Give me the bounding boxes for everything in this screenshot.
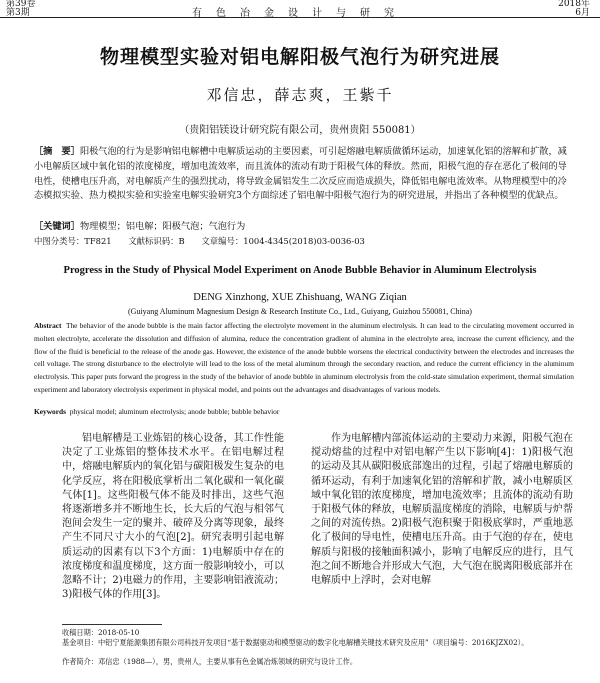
document-code: 文献标识码：B xyxy=(128,236,185,246)
abstract-en-label: Abstract xyxy=(34,321,62,330)
footnote-received: 收稿日期：2018-05-10 xyxy=(62,628,140,637)
authors-en: DENG Xinzhong, XUE Zhishuang, WANG Ziqian xyxy=(193,292,407,303)
abstract-cn-label: ［摘 要］ xyxy=(34,146,80,157)
abstract-en-text: The behavior of the anode bubble is the main factor affecting the electrolyte movement in the aluminum electrolysis. It can lead to the circulating movement occurred in molten electrolyte, accelerate the dissolution and diffusion of alumina, reduce the concentration gradient of alumina in the electrolyte area, increase the current efficiency, and the flow of the fluid is beneficial to the release of the anode gas. However, the existence of the anode bubble worsens the electrical conductivity between the electrodes and increases the cell voltage. The strong disturbance to the electrolyte will lead to the loss of the metal aluminum through the secondary reaction, and reduce the current efficiency in the aluminum electrolysis. This paper puts forward the progress in the study of the behavior of anode bubble in aluminum electrolysis from the cold-state simulation experiment, thermal simulation experiment and laboratory electrolysis experiment in physical model, and points out the advantages and disadvantages of various models. xyxy=(34,321,574,394)
authors-cn: 邓信忠，薛志爽，王紫千 xyxy=(206,86,394,104)
affiliation-cn: （贵阳铝镁设计研究院有限公司，贵州贵阳 550081） xyxy=(179,125,421,136)
classification-line xyxy=(34,235,574,247)
body-column-right: 作为电解槽内部流体运动的主要动力来源，阳极气泡在搅动熔盐的过程中对铝电解产生以下影响[4]：1)阳极气泡的运动及其从碳阳极底部逸出的过程，引起了熔融电解质的循环运动，有利于加速氧化铝的溶解和扩散，减小电解质区域中氧化铝的浓度梯度，增加电流效率；且流体的流动有助于阳极气体的释放，电解质温度梯度的消除，电解质与炉帮之间的对流传热。2)阳极气泡积聚于阳极底掌时，严重地恶化了极间的导电性，使槽电压升高。由于气泡的存在，使电解质与阳极的接触面积减小，影响了电解反应的进行，且气泡之间不断地合并形成大气泡，大气泡在脱离阳极底部并在电解质中上浮时，会对电解 xyxy=(311,433,573,587)
footnote-divider xyxy=(62,624,162,625)
keywords-en xyxy=(34,407,574,416)
abstract-en xyxy=(34,320,574,397)
header-volume-issue: 第39卷 第3期 xyxy=(6,0,36,18)
keywords-en-text: physical model; aluminum electrolysis; anode bubble; bubble behavior xyxy=(69,407,280,416)
keywords-en-label: Keywords xyxy=(34,407,67,416)
keywords-cn-label: ［关键词］ xyxy=(34,221,80,232)
clc-number: 中图分类号：TF821 xyxy=(34,236,112,246)
keywords-cn-text: 物理模型；铝电解；阳极气泡；气泡行为 xyxy=(79,221,246,232)
footnote-fund: 基金项目：中铝宁夏能源集团有限公司科技开发项目“基于数据驱动和模型驱动的数字化电解槽关键技术研究及应用”（项目编号：2016KJZX02）。 xyxy=(62,638,529,647)
title-cn: 物理模型实验对铝电解阳极气泡行为研究进展 xyxy=(99,46,500,68)
keywords-cn xyxy=(34,220,574,234)
abstract-cn xyxy=(34,145,574,204)
page-header xyxy=(0,0,600,18)
header-journal-name: 有色冶金设计与研究 xyxy=(192,8,408,19)
article-number: 文章编号：1004-4345(2018)03-0036-03 xyxy=(201,236,365,246)
title-en: Progress in the Study of Physical Model Experiment on Anode Bubble Behavior in Aluminum Electrolysis xyxy=(63,265,537,276)
header-date: 2018年 6月 xyxy=(558,0,590,18)
affiliation-en: (Guiyang Aluminum Magnesium Design & Research Institute Co., Ltd., Guiyang, Guizhou 550081, China) xyxy=(128,307,472,316)
body-column-left: 铝电解槽是工业炼铝的核心设备，其工作性能决定了工业炼铝的整体技术水平。在铝电解过程中，熔融电解质内的氧化铝与碳阳极发生复杂的电化学反应，将在阳极底掌析出二氧化碳和一氧化碳气体[1]。这些阳极气体不能及时排出，这些气泡将逐渐增多并不断地生长，长大后的气泡与相邻气泡间会发生一定的聚并、破碎及分离等现象，最终产生不同尺寸大小的气泡[2]。研究表明引起电解质运动的因素有以下3个方面：1)电解质中存在的浓度梯度和温度梯度，这方面一般影响较小，可以忽略不计；2)电磁力的作用，主要影响铝液流动；3)阳极气体的作用[3]。 xyxy=(62,433,284,601)
abstract-cn-text: 阳极气泡的行为是影响铝电解槽中电解质运动的主要因素，可引起熔融电解质做循环运动，加速氧化铝的溶解和扩散，减小电解质区域中氧化铝的浓度梯度，增加电流效率，而且流体的流动有助于阳极气体的释放。然而，阳极气泡的存在恶化了极间的导电性，使槽电压升高，对电解质产生的强烈扰动，将导致金属铝发生二次反应而造成损失，降低铝电解电流效率。从物理模型中的冷态模拟实验、热力模拟实验和实验室电解实验研究3个方面综述了铝电解中阳极气泡行为的研究进展，并指出了各种模型的优缺点。 xyxy=(34,146,567,202)
footnote-author: 作者简介：邓信忠（1988—），男，贵州人，主要从事有色金属冶炼领域的研究与设计工作。 xyxy=(62,657,358,666)
